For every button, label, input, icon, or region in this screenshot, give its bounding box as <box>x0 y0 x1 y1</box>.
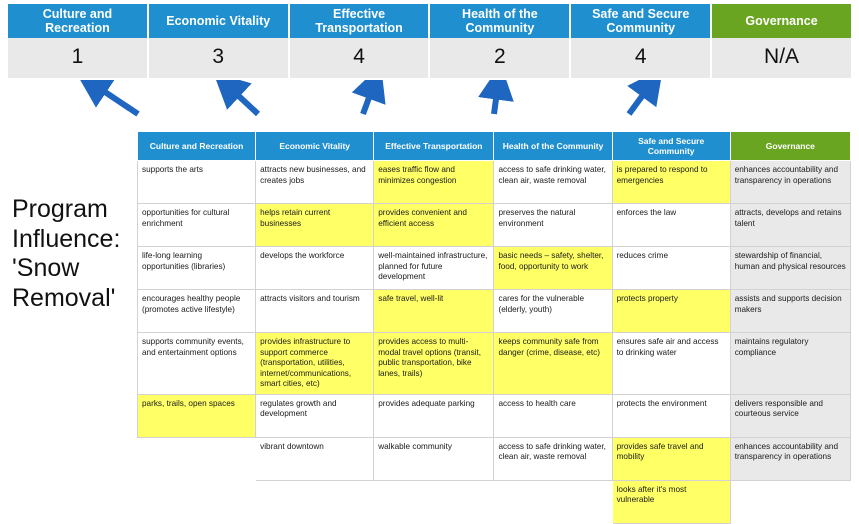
score-column-effective-transportation <box>290 4 431 78</box>
table-row <box>138 394 851 437</box>
score-column-health-of-the-community <box>430 4 571 78</box>
matrix-cell: maintains regulatory compliance <box>730 333 850 395</box>
score-column-header: Safe and Secure Community <box>571 4 710 38</box>
matrix-cell <box>256 480 374 523</box>
matrix-cell: access to safe drinking water, clean air, waste removal <box>494 437 612 480</box>
matrix-header-governance: Governance <box>730 132 850 161</box>
table-row <box>138 480 851 523</box>
matrix-cell: develops the workforce <box>256 247 374 290</box>
score-column-governance <box>712 4 851 78</box>
score-column-header: Health of the Community <box>430 4 569 38</box>
matrix-cell: helps retain current businesses <box>256 204 374 247</box>
score-column-value: 3 <box>149 38 288 78</box>
matrix-cell: is prepared to respond to emergencies <box>612 161 730 204</box>
score-column-value: 4 <box>290 38 429 78</box>
matrix-cell: vibrant downtown <box>256 437 374 480</box>
score-column-header: Culture and Recreation <box>8 4 147 38</box>
matrix-cell: delivers responsible and courteous service <box>730 394 850 437</box>
matrix-cell: life-long learning opportunities (libraries) <box>138 247 256 290</box>
matrix-cell: cares for the vulnerable (elderly, youth) <box>494 290 612 333</box>
score-column-header: Governance <box>712 4 851 38</box>
caption-line-1: Program <box>12 195 108 223</box>
matrix-cell: reduces crime <box>612 247 730 290</box>
matrix-cell: enforces the law <box>612 204 730 247</box>
score-column-value: N/A <box>712 38 851 78</box>
score-column-safe-and-secure-community <box>571 4 712 78</box>
matrix-cell: eases traffic flow and minimizes congestion <box>374 161 494 204</box>
matrix-cell: regulates growth and development <box>256 394 374 437</box>
matrix-cell: attracts new businesses, and creates jobs <box>256 161 374 204</box>
matrix-cell: provides convenient and efficient access <box>374 204 494 247</box>
table-row <box>138 437 851 480</box>
matrix-cell: enhances accountability and transparency in operations <box>730 437 850 480</box>
score-column-economic-vitality <box>149 4 290 78</box>
matrix-cell: stewardship of financial, human and physical resources <box>730 247 850 290</box>
score-band <box>8 4 851 78</box>
matrix-cell: preserves the natural environment <box>494 204 612 247</box>
matrix-cell: protects the environment <box>612 394 730 437</box>
score-column-value: 1 <box>8 38 147 78</box>
matrix-cell: provides safe travel and mobility <box>612 437 730 480</box>
matrix-cell: well-maintained infrastructure, planned for future development <box>374 247 494 290</box>
table-row <box>138 161 851 204</box>
arrow-icon-effective-transportation <box>363 84 374 114</box>
matrix-cell: attracts, develops and retains talent <box>730 204 850 247</box>
caption-line-4: Removal' <box>12 283 116 312</box>
matrix-cell: assists and supports decision makers <box>730 290 850 333</box>
matrix-cell: supports the arts <box>138 161 256 204</box>
matrix-header-effective-transportation: Effective Transportation <box>374 132 494 161</box>
table-row <box>138 333 851 395</box>
matrix-cell: ensures safe air and access to drinking water <box>612 333 730 395</box>
table-row <box>138 247 851 290</box>
matrix-cell <box>730 480 850 523</box>
caption-line-3: 'Snow <box>12 254 80 282</box>
matrix-cell: supports community events, and entertainment options <box>138 333 256 395</box>
matrix-cell: walkable community <box>374 437 494 480</box>
matrix-cell: encourages healthy people (promotes active lifestyle) <box>138 290 256 333</box>
program-influence-caption <box>12 195 132 313</box>
matrix-cell: access to safe drinking water, clean air, waste removal <box>494 161 612 204</box>
matrix-cell <box>374 480 494 523</box>
matrix-header-health-of-the-community: Health of the Community <box>494 132 612 161</box>
arrows-svg <box>0 80 859 138</box>
matrix-cell: access to health care <box>494 394 612 437</box>
matrix-cell <box>494 480 612 523</box>
matrix-cell: safe travel, well-lit <box>374 290 494 333</box>
table-row <box>138 290 851 333</box>
matrix-cell <box>138 480 256 523</box>
matrix-header-safe-and-secure-community: Safe and Secure Community <box>612 132 730 161</box>
matrix-cell: looks after it's most vulnerable <box>612 480 730 523</box>
matrix-header-row <box>138 132 851 161</box>
matrix-cell: provides access to multi-modal travel options (transit, public transportation, bike lanes, trails) <box>374 333 494 395</box>
arrow-group <box>0 80 859 138</box>
matrix-cell: attracts visitors and tourism <box>256 290 374 333</box>
score-column-header: Economic Vitality <box>149 4 288 38</box>
matrix-cell: basic needs – safety, shelter, food, opportunity to work <box>494 247 612 290</box>
matrix-cell: provides infrastructure to support commerce (transportation, utilities, internet/communications, smart cities, etc) <box>256 333 374 395</box>
caption-line-2: Influence: <box>12 224 121 253</box>
arrow-icon-culture-and-recreation <box>93 84 138 114</box>
score-column-header: Effective Transportation <box>290 4 429 38</box>
matrix-cell: enhances accountability and transparency in operations <box>730 161 850 204</box>
matrix-body <box>138 161 851 524</box>
arrow-icon-economic-vitality <box>228 86 258 114</box>
score-column-value: 4 <box>571 38 710 78</box>
matrix-cell: parks, trails, open spaces <box>138 394 256 437</box>
arrow-icon-safe-and-secure-community <box>629 84 651 114</box>
matrix-header-culture-and-recreation: Culture and Recreation <box>138 132 256 161</box>
matrix-cell: protects property <box>612 290 730 333</box>
matrix-header-economic-vitality: Economic Vitality <box>256 132 374 161</box>
matrix-cell: opportunities for cultural enrichment <box>138 204 256 247</box>
score-column-culture-and-recreation <box>8 4 149 78</box>
matrix-cell <box>138 437 256 480</box>
table-row <box>138 204 851 247</box>
matrix-cell: keeps community safe from danger (crime, disease, etc) <box>494 333 612 395</box>
matrix-cell: provides adequate parking <box>374 394 494 437</box>
arrow-icon-health-of-the-community <box>494 84 498 114</box>
score-column-value: 2 <box>430 38 569 78</box>
